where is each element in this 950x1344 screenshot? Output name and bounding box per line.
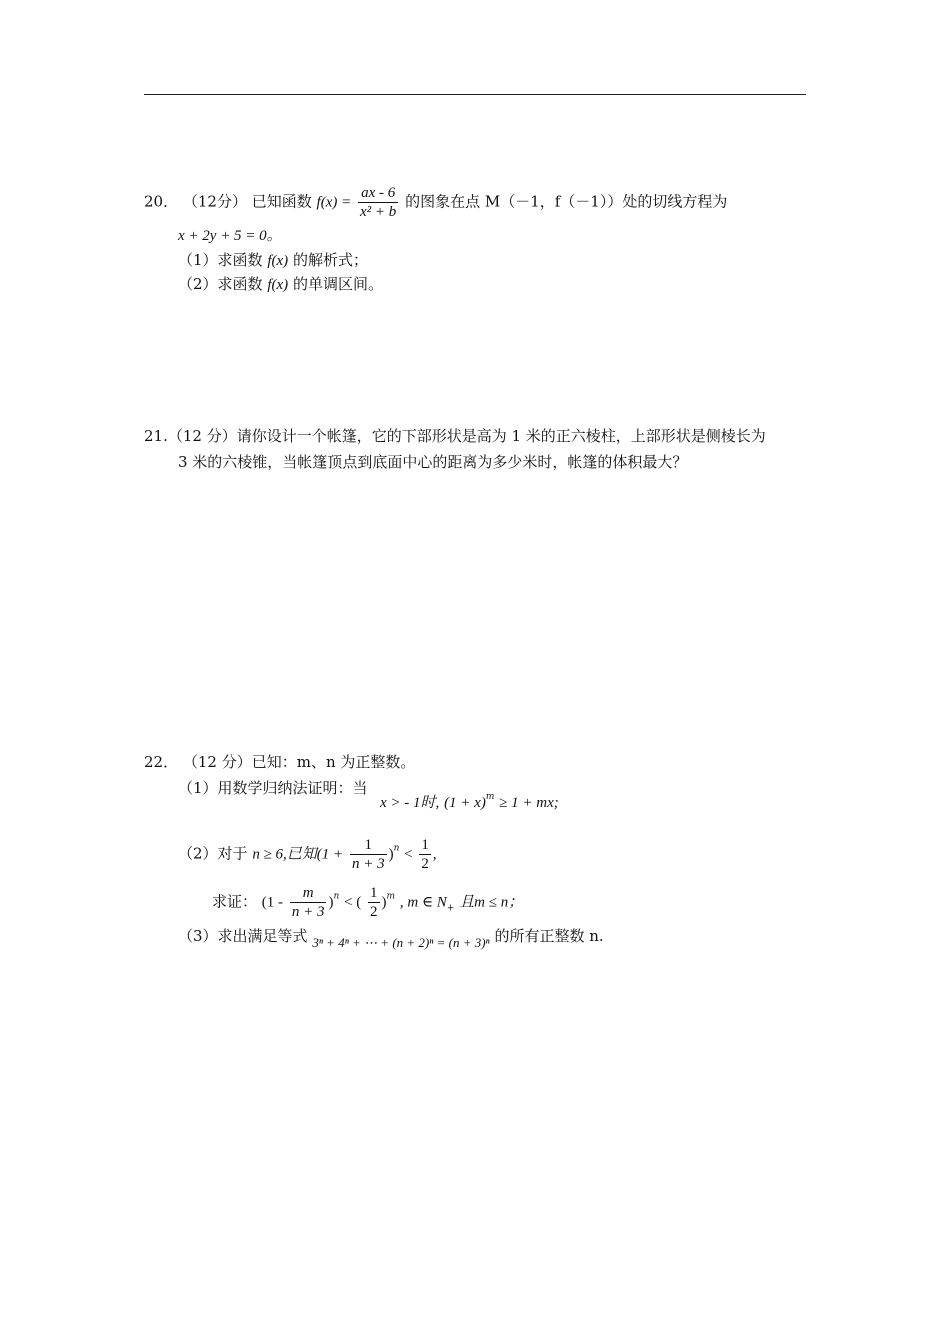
q22-part3 [178, 926, 604, 950]
q20-part2-label: （2）求函数 [178, 275, 263, 293]
q22-prove-exp-n: n [333, 891, 340, 902]
q22-part3-equation: 3ⁿ + 4ⁿ + ⋯ + (n + 2)ⁿ = (n + 3)ⁿ [312, 935, 490, 950]
q20-part1-tail: 的解析式； [292, 251, 368, 269]
q20-line1 [144, 184, 727, 221]
q22-prove-sub: + [446, 903, 455, 914]
q22-prove-open: (1 - [261, 894, 284, 911]
q20-frac-denominator: x² + b [360, 204, 397, 220]
q22-prove-close2: ) [381, 894, 387, 911]
q20-part1-label: （1）求函数 [178, 251, 263, 269]
q20-number: 20． [144, 192, 179, 211]
q22-prove [212, 884, 523, 921]
header-rule [144, 94, 806, 95]
q22-prove-lt: < ( [344, 894, 362, 911]
q20-part1 [178, 250, 368, 271]
q22-prove-frac-num: m [290, 884, 327, 903]
q22-part2-half-num: 1 [421, 837, 429, 853]
q20-points: （12分） [182, 192, 247, 211]
q22-part3-label: （3）求出满足等式 [178, 927, 308, 945]
q22-header [144, 752, 415, 772]
q22-part2-lt: < [404, 846, 413, 863]
q22-prove-half [368, 884, 380, 921]
q22-prove-close: ) [328, 894, 334, 911]
q20-fraction [358, 184, 398, 221]
q20-f-label: f(x) = [316, 194, 352, 211]
q22-prove-exp-m: m [386, 891, 396, 902]
q20-part2-tail: 的单调区间。 [292, 275, 383, 293]
q20-tangent: x + 2y + 5 = 0。 [178, 228, 282, 244]
q22-part2-cond: n ≥ 6,已知(1 + [252, 846, 344, 863]
q22-prove-fraction [290, 884, 327, 921]
q22-part2-fraction [350, 836, 387, 873]
q22-header-text: （12 分）已知：m、n 为正整数。 [182, 753, 416, 771]
q22-part2-label: （2）对于 [178, 844, 248, 863]
q21-line2: 3 米的六棱锥，当帐篷顶点到底面中心的距离为多少米时，帐篷的体积最大？ [178, 453, 688, 471]
q22-part2-half [419, 836, 431, 873]
q20-part2-fx: f(x) [267, 277, 289, 293]
q22-part1-condition: x > - 1时, [380, 795, 440, 811]
q22-prove-label: 求证： [212, 892, 258, 911]
q20-frac-numerator: ax - 6 [358, 184, 398, 203]
q22-part1-exp: m [485, 792, 495, 802]
q22-part2-frac-num: 1 [350, 836, 387, 855]
q22-part2-half-den: 2 [421, 856, 429, 872]
q22-part2-comma: , [432, 846, 437, 863]
q20-part1-fx: f(x) [267, 253, 289, 269]
q22-prove-cond: 且m ≤ n； [459, 894, 524, 911]
q22-prove-half-num: 1 [370, 885, 378, 901]
q22-part3-tail: 的所有正整数 n. [494, 927, 604, 945]
q20-part2 [178, 274, 383, 295]
q21-line1: 21.（12 分）请你设计一个帐篷，它的下部形状是高为 1 米的正六棱柱，上部形状是侧棱长为 [144, 427, 766, 445]
q22-prove-half-den: 2 [370, 904, 378, 920]
q22-part1-rhs: ≥ 1 + mx; [499, 795, 559, 811]
q22-part2 [178, 836, 437, 873]
q22-part1-label: （1）用数学归纳法证明：当 [178, 779, 368, 797]
q22-number: 22． [144, 753, 179, 771]
q22-part1-math [380, 787, 559, 813]
q22-part2-close: ) [388, 846, 394, 863]
q22-prove-frac-den: n + 3 [291, 904, 325, 920]
q22-part1-base: (1 + x) [444, 795, 486, 811]
q22-prove-domain: , m ∈ N [399, 894, 447, 911]
q20-intro: 已知函数 [251, 192, 312, 211]
q20-mid: 的图象在点 M（－1，f（－1））处的切线方程为 [405, 192, 728, 211]
q22-part2-frac-den: n + 3 [351, 856, 385, 872]
q22-part2-exp: n [393, 843, 400, 854]
